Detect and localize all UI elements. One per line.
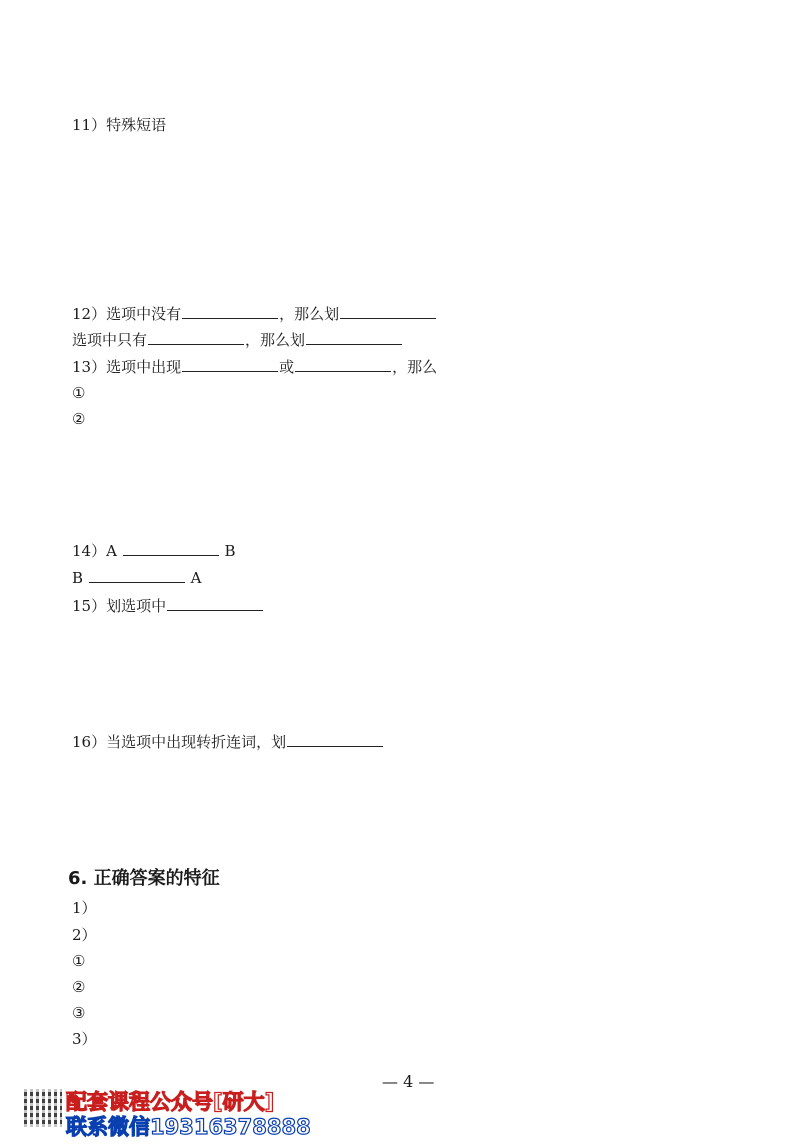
item-12-line2: 选项中只有 ，那么划 <box>72 330 403 350</box>
blank <box>295 357 391 372</box>
qr-code-icon <box>24 1089 62 1127</box>
item-11: 11）特殊短语 <box>72 116 167 134</box>
blank <box>287 732 383 747</box>
section-6-heading: 6. 正确答案的特征 <box>68 868 220 889</box>
item-13-circle-1: ① <box>72 384 86 402</box>
blank <box>340 304 436 319</box>
item-13-circle-2: ② <box>72 410 86 428</box>
section-6-item-1: 1） <box>72 899 97 917</box>
item-13: 13）选项中出现 或 ，那么 <box>72 358 438 376</box>
item-15: 15）划选项中 <box>72 596 264 616</box>
blank <box>306 330 402 345</box>
blank <box>167 596 263 611</box>
footer-promo-line-1: 配套课程公众号[研大] <box>66 1090 275 1114</box>
item-12-line1: 12）选项中没有 ，那么划 <box>72 304 437 324</box>
blank <box>182 304 278 319</box>
item-16: 16）当选项中出现转折连词，划 <box>72 732 384 752</box>
item-14-line1: 14）A B <box>72 542 236 560</box>
item-14-line2: B A <box>72 569 202 587</box>
section-6-item-2: 2） <box>72 926 97 944</box>
section-6-item-3: 3） <box>72 1030 97 1048</box>
page-number: — 4 — <box>382 1072 435 1091</box>
blank <box>148 330 244 345</box>
section-6-circle-1: ① <box>72 952 86 970</box>
section-6-circle-2: ② <box>72 978 86 996</box>
blank <box>89 568 185 583</box>
footer-promo-line-2: 联系微信19316378888 <box>66 1115 311 1139</box>
blank <box>182 357 278 372</box>
blank <box>123 541 219 556</box>
section-6-circle-3: ③ <box>72 1004 86 1022</box>
